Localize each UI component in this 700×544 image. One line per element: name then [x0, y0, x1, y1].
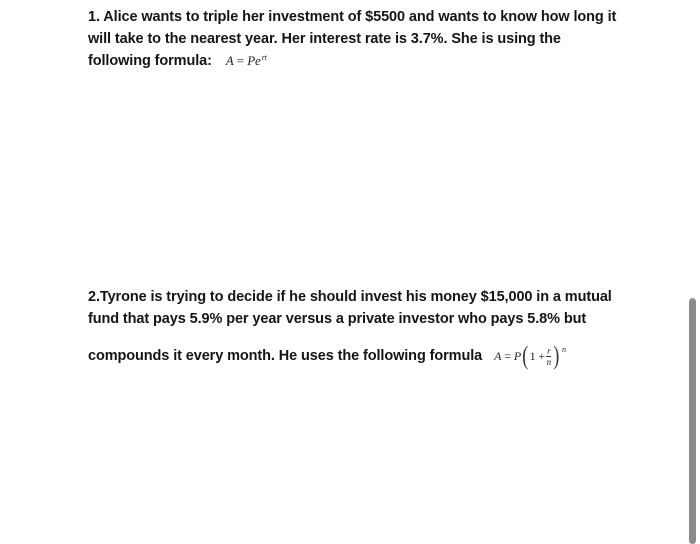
question-1-line-1: 1. Alice wants to triple her investment of $5500 and wants to know how long it — [88, 9, 617, 25]
question-2 — [88, 286, 612, 376]
compound-interest-formula: A = P ( 1 + $\frac{r}{n}$ ) n — [494, 341, 566, 370]
question-1 — [88, 6, 616, 72]
question-1-line-3-text: following formula: — [88, 53, 212, 69]
question-2-line-1: 2.Tyrone is trying to decide if he should invest his money $15,000 in a mutual — [88, 289, 612, 305]
question-2-line-3 — [88, 336, 612, 376]
vertical-scrollbar[interactable] — [689, 298, 696, 544]
question-2-line-3-text: compounds it every month. He uses the following formula — [88, 348, 483, 364]
question-1-line-2: will take to the nearest year. Her interest rate is 3.7%. She is using the — [88, 31, 561, 47]
question-2-line-2: fund that pays 5.9% per year versus a private investor who pays 5.8% but — [88, 311, 587, 327]
question-1-line-3 — [88, 50, 616, 72]
continuous-compounding-formula: A = Pe $^{rt}$ — [225, 53, 267, 68]
